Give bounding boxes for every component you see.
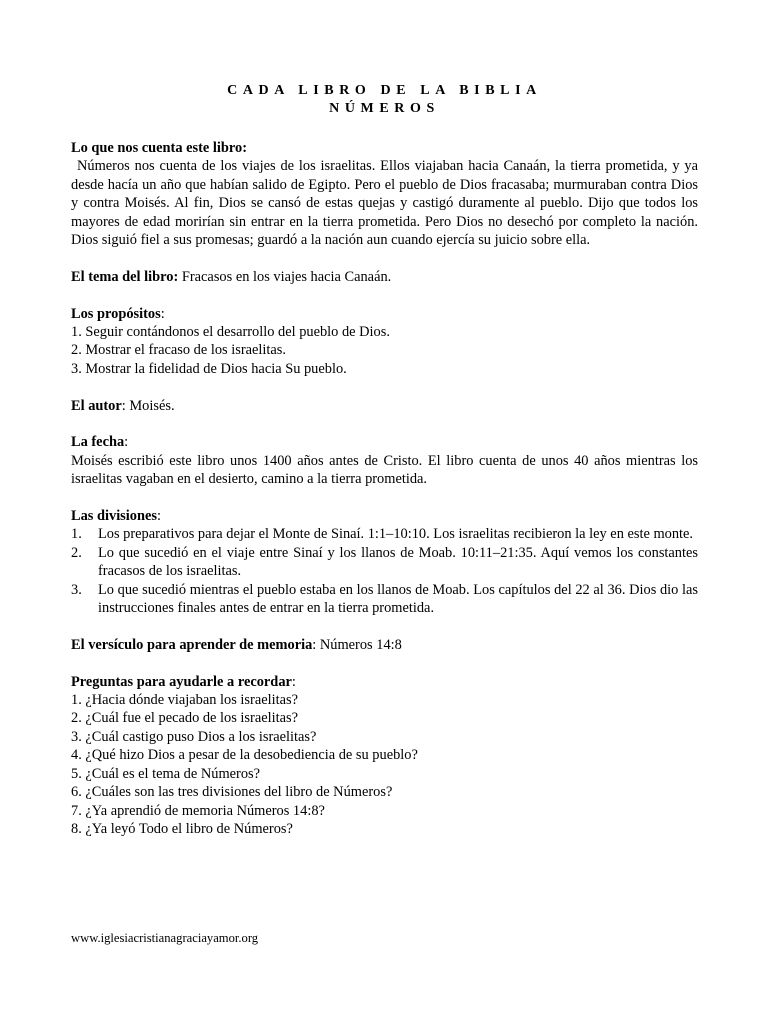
theme-line: [71, 268, 698, 286]
division-text: Lo que sucedió en el viaje entre Sinaí y los llanos de Moab. 10:11–21:35. Aquí vemos los constantes fracasos de los israelitas.: [98, 544, 698, 580]
date-section: [71, 433, 698, 488]
purposes-section: [71, 305, 698, 379]
date-heading: La fecha: [71, 434, 125, 451]
memory-verse-text: : Números 14:8: [312, 636, 402, 653]
division-number: 2.: [71, 544, 82, 561]
divisions-section: [71, 507, 698, 617]
divisions-colon: :: [156, 508, 161, 525]
division-item: [71, 544, 698, 581]
author-line: [71, 397, 698, 415]
date-paragraph: Moisés escribió este libro unos 1400 años antes de Cristo. El libro cuenta de unos 40 años mientras los israelitas vagaban en el desierto, camino a la tierra prometida.: [71, 452, 698, 488]
question-item: 4. ¿Qué hizo Dios a pesar de la desobediencia de su pueblo?: [71, 747, 418, 764]
question-item: 8. ¿Ya leyó Todo el libro de Números?: [71, 820, 293, 837]
division-number: 1.: [71, 526, 82, 543]
divisions-heading-line: [71, 507, 698, 525]
title-line-1: CADA LIBRO DE LA BIBLIA: [227, 83, 542, 98]
memory-verse-section: [71, 636, 698, 654]
memory-verse-heading: El versículo para aprender de memoria: [71, 636, 313, 653]
author-text: : Moisés.: [121, 397, 175, 414]
questions-heading: Preguntas para ayudarle a recordar: [71, 673, 292, 690]
question-item: 7. ¿Ya aprendió de memoria Números 14:8?: [71, 802, 325, 819]
purpose-item: 2. Mostrar el fracaso de los israelitas.: [71, 342, 286, 359]
purpose-item: 3. Mostrar la fidelidad de Dios hacia Su pueblo.: [71, 360, 347, 377]
purposes-list: [71, 323, 698, 378]
theme-text: Fracasos en los viajes hacia Canaán.: [178, 268, 392, 285]
division-text: Lo que sucedió mientras el pueblo estaba en los llanos de Moab. Los capítulos del 22 al 36. Dios dio las instrucciones finales antes de entrar en la tierra prometida.: [98, 581, 698, 617]
question-item: 2. ¿Cuál fue el pecado de los israelitas?: [71, 710, 298, 727]
purposes-colon: :: [160, 305, 165, 322]
date-heading-line: [71, 433, 698, 451]
intro-heading: Lo que nos cuenta este libro:: [71, 140, 248, 156]
questions-list: [71, 691, 698, 838]
purpose-item: 1. Seguir contándonos el desarrollo del pueblo de Dios.: [71, 324, 390, 341]
questions-heading-line: [71, 673, 698, 691]
question-item: 3. ¿Cuál castigo puso Dios a los israelitas?: [71, 728, 317, 745]
question-item: 6. ¿Cuáles son las tres divisiones del libro de Números?: [71, 784, 393, 801]
division-item: [71, 581, 698, 618]
author-heading: El autor: [71, 397, 122, 414]
intro-paragraph: Números nos cuenta de los viajes de los israelitas. Ellos viajaban hacia Canaán, la tierra prometida, y ya desde hacía un año que habían salido de Egipto. Pero el pueblo de Dios fracasaba; murmuraban contra Dios y contra Moisés. Al fin, Dios se cansó de estas quejas y castigó duramente al pueblo. Dijo que todos los mayores de edad morirían sin entrar en la tierra prometida. Pero Dios no desechó por completo la nación. Dios siguió fiel a sus promesas; guardó a la nación aun cuando ejercía su juicio sobre ella.: [71, 158, 698, 249]
questions-colon: :: [291, 673, 296, 690]
division-number: 3.: [71, 581, 82, 598]
date-colon: :: [124, 434, 129, 451]
question-item: 5. ¿Cuál es el tema de Números?: [71, 765, 261, 782]
purposes-heading: Los propósitos: [71, 305, 161, 322]
theme-section: [71, 268, 698, 286]
purposes-heading-line: [71, 305, 698, 323]
divisions-list: [71, 525, 698, 617]
document-page: [71, 82, 698, 838]
questions-section: [71, 673, 698, 839]
intro-section: [71, 139, 698, 249]
memory-verse-line: [71, 636, 698, 654]
author-section: [71, 397, 698, 415]
division-text: Los preparativos para dejar el Monte de Sinaí. 1:1–10:10. Los israelitas recibieron la ley en este monte.: [98, 526, 694, 543]
question-item: 1. ¿Hacia dónde viajaban los israelitas?: [71, 692, 298, 709]
division-item: [71, 525, 698, 543]
footer-url: www.iglesiacristianagraciayamor.org: [71, 931, 259, 945]
title-line-2: NÚMEROS: [329, 101, 440, 116]
document-title: [71, 82, 698, 118]
divisions-heading: Las divisiones: [71, 508, 157, 525]
theme-heading: El tema del libro:: [71, 268, 179, 285]
